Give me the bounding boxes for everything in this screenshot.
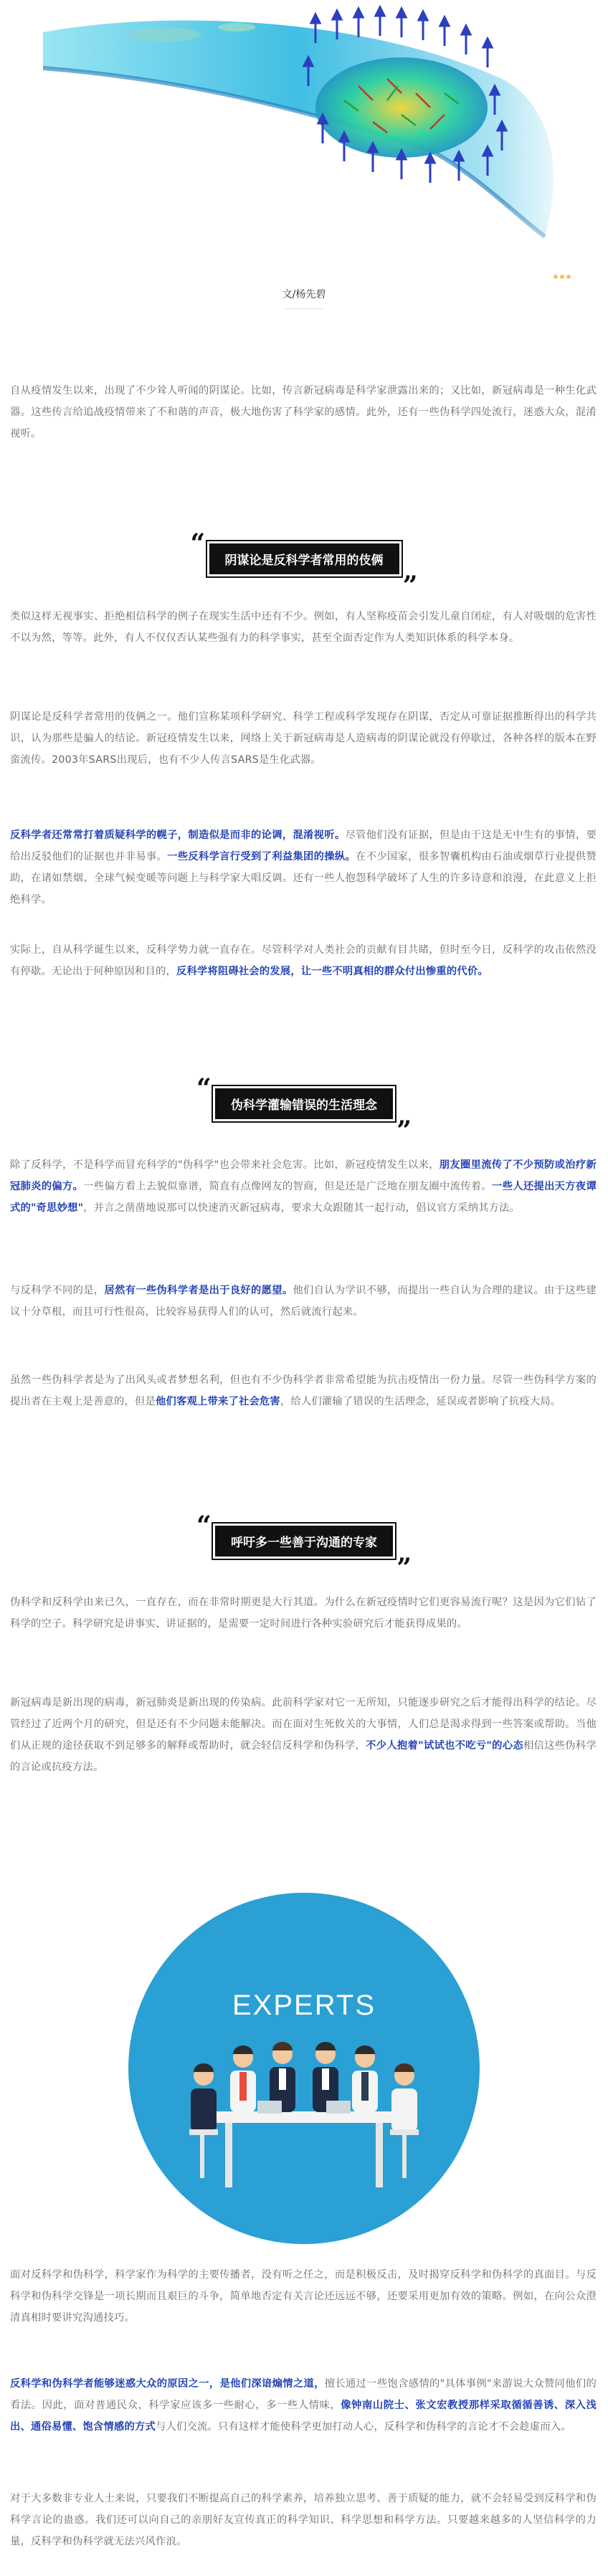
hero-virus-illustration [0, 0, 608, 287]
paragraph-text: 他们自认为学识不够，而提出一些自认为合理的建议。由于这些建议十分草根，而且可行性很高，比较容易获得人们的认可，然后就流行起来。 [10, 1285, 597, 1318]
quote-open-icon: “ [190, 528, 206, 559]
paragraph-13: 对于大多数非专业人士来说，只要我们不断提高自己的科学素养，培养独立思考、善于质疑的能力，就不会轻易受到反科学和伪科学言论的蛊惑。我们还可以向自己的亲朋好友宣传真正的科学知识、科学思想和科学方法。只要越来越多的人坚信科学的力量，反科学和伪科学就无法兴风作浪。 [10, 2493, 597, 2547]
quote-close-icon: ” [402, 571, 418, 601]
section-heading-text: 呼吁多一些善于沟通的专家 [231, 1536, 377, 1550]
quote-close-icon: ” [396, 1553, 412, 1583]
highlight-text: 像钟南山院士、张文宏教授那样采取循循善诱、深入浅出、通俗易懂、饱含情感的方式 [10, 2400, 597, 2433]
author-caption: 文/杨先碧 [282, 289, 326, 300]
paragraph-text: ，给人们灌输了错误的生活理念，延误或者影响了抗疫大局。 [280, 1396, 561, 1407]
section-heading-box [196, 1511, 412, 1583]
paragraph-5 [10, 939, 597, 982]
quote-open-icon: “ [196, 1511, 212, 1541]
highlight-text: 反科学将阻碍社会的发展，让一些不明真相的群众付出惨重的代价。 [176, 966, 488, 977]
paragraph-text: 与反科学不同的是， [10, 1285, 105, 1296]
highlight-text: 不少人抱着"试试也不吃亏"的心态 [366, 1740, 523, 1752]
paragraph-text: 一些偏方看上去貌似靠谱，简直有点像网友的智商，但是还是广泛地在朋友圈中流传着。 [83, 1181, 493, 1192]
paragraph-6 [10, 1154, 597, 1219]
highlight-text: 居然有一些伪科学者是出于良好的愿望。 [104, 1285, 293, 1296]
paragraph-10 [10, 1692, 597, 1778]
paragraph-text: 实际上，自从科学诞生以来，反科学势力就一直存在。尽管科学对人类社会的贡献有目共睹，但时至今日，反科学的攻击依然没有停歇。无论出于何种原因和目的， [10, 944, 597, 977]
highlight-text: 他们客观上带来了社会危害 [155, 1396, 280, 1407]
paragraph-text: 与人们交流。只有这样才能使科学更加打动人心，反科学和伪科学的言论才不会趁虚而入。 [155, 2421, 571, 2433]
paragraph-8 [10, 1369, 597, 1412]
paragraph-11: 面对反科学和伪科学，科学家作为科学的主要传播者，没有听之任之，而是积极反击，及时揭穿反科学和伪科学的真面目。与反科学和伪科学交锋是一项长期而且艰巨的斗争，简单地否定有关言论还远远不够，还要采用更加有效的策略。例如，在向公众澄清真相时要讲究沟通技巧。 [10, 2269, 597, 2324]
quote-open-icon: “ [196, 1073, 212, 1103]
section-heading-text: 阴谋论是反科学者常用的伎俩 [224, 553, 384, 568]
expert-person [352, 2045, 378, 2112]
paragraph-text: ，并言之凿凿地说那可以快速消灭新冠病毒，要求大众跟随其一起行动，倡议官方采纳其方法。 [83, 1202, 521, 1214]
paragraph-9: 伪科学和反科学由来已久，一直存在，而在非常时期更是大行其道。为什么在新冠疫情时它们更容易流行呢？这是因为它们钻了科学的空子。科学研究是讲事实、讲证据的，是需要一定时间进行各种实验研究后才能获得成果的。 [10, 1597, 597, 1630]
highlight-text: 一些反科学言行受到了利益集团的操纵。 [167, 851, 356, 862]
paragraph-text: 相信这些伪科学的言论或抗疫方法。 [10, 1740, 597, 1773]
experts-label: EXPERTS [232, 1990, 376, 2021]
paragraph-4 [10, 824, 597, 911]
paragraph-7 [10, 1280, 597, 1323]
caption-divider [285, 308, 323, 309]
section-heading-2 [0, 1073, 608, 1146]
section-heading-text: 伪科学灌输错误的生活理念 [231, 1098, 377, 1113]
highlight-text: 反科学者还常常打着质疑科学的幌子，制造似是而非的论调，混淆视听。 [10, 830, 346, 841]
section-heading-1 [0, 528, 608, 601]
paragraph-text: 除了反科学，不是科学而冒充科学的"伪科学"也会带来社会危害。比如，新冠疫情发生以来， [10, 1159, 440, 1171]
paragraph-text: 新冠病毒是新出现的病毒，新冠肺炎是新出现的传染病。此前科学家对它一无所知，只能逐步研究之后才能得出科学的结论。尽管经过了近两个月的研究，但是还有不少问题未能解决。而在面对生死攸关的大事情，人们总是渴求得到一些答案或帮助。当他们从正规的途径获取不到足够多的解释或帮助时，就会轻信反科学和伪科学， [10, 1697, 597, 1752]
paragraph-12 [10, 2373, 597, 2438]
paragraph-text: 在不少国家，很多智囊机构由石油或烟草行业提供赞助，在诸如禁烟、全球气候变暖等问题上与科学家大唱反调。还有一些人抱怨科学破坏了人生的许多诗意和浪漫，在此意义上拒绝科学。 [10, 851, 597, 906]
paragraph-intro: 自从疫情发生以来，出现了不少耸人听闻的阴谋论。比如，传言新冠病毒是科学家泄露出来的；又比如，新冠病毒是一种生化武器。这些传言给追战疫情带来了不和谐的声音，极大地伤害了科学家的感情。此外，还有一些伪科学四处流行，迷惑大众，混淆视听。 [10, 385, 597, 439]
quote-close-icon: ” [396, 1116, 412, 1146]
paragraph-text: 擅长通过一些饱含感情的"具体事例"来游说大众赞同他们的看法。因此，面对普通民众，科学家应该多一些耐心，多一些人情味， [10, 2378, 597, 2411]
experts-illustration [128, 1893, 480, 2244]
highlight-text: 一些人还提出天方夜谭式的"奇思妙想" [10, 1181, 597, 1214]
section-heading-box [190, 528, 418, 601]
paragraph-3: 阴谋论是反科学者常用的伎俩之一。他们宣称某项科学研究、科学工程或科学发现存在阴谋，否定从可靠证据推断得出的科学共识，认为那些是骗人的结论。新冠疫情发生以来，网络上关于新冠病毒是人造病毒的阴谋论就没有停歇过，各种各样的版本在野蛮流传。2003年SARS出现后，也有不少人传言SARS是生化武器。 [10, 711, 597, 766]
highlight-text: 反科学和伪科学者能够迷惑大众的原因之一，是他们深谙煽情之道， [10, 2378, 325, 2390]
highlight-text: 朋友圈里流传了不少预防或治疗新冠肺炎的偏方。 [10, 1159, 597, 1192]
paragraph-text: 尽管他们没有证据，但是由于这是无中生有的事情，要给出反驳他们的证据也并非易事。 [10, 830, 597, 862]
section-heading-box [196, 1073, 412, 1146]
paragraph-text: 虽然一些伪科学者是为了出风头或者梦想名利，但也有不少伪科学者非常希望能为抗击疫情出一份力量。尽管一些伪科学方案的提出者在主观上是善意的，但是 [10, 1374, 597, 1407]
expert-person [230, 2045, 256, 2112]
paragraph-2: 类似这样无视事实、拒绝相信科学的例子在现实生活中还有不少。例如，有人坚称疫苗会引发儿童自闭症，有人对吸烟的危害性不以为然，等等。此外，有人不仅仅否认某些强有力的科学事实，甚至全面否定作为人类知识体系的科学本身。 [10, 611, 597, 644]
section-heading-3 [0, 1511, 608, 1583]
